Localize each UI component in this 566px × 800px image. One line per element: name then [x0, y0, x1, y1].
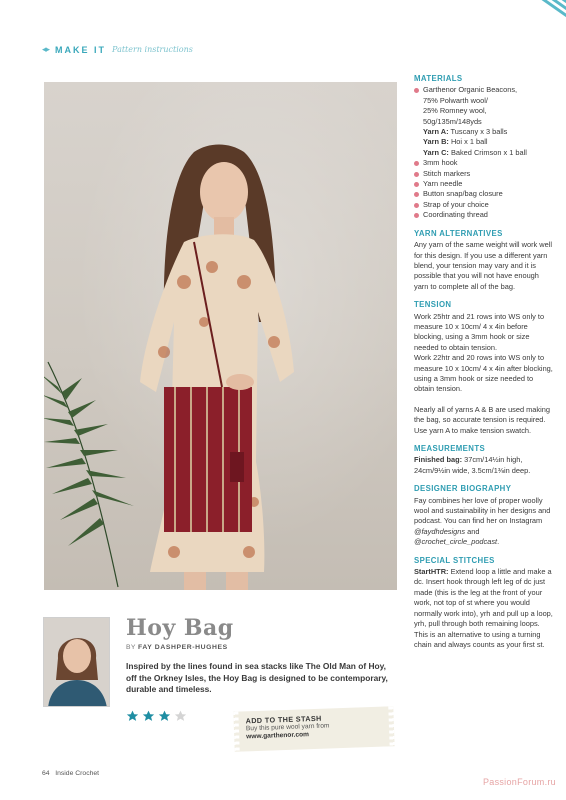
- section-subtitle: Pattern instructions: [112, 45, 193, 54]
- stash-title: ADD TO THE STASH: [245, 713, 322, 726]
- list-item: Yarn needle: [414, 179, 554, 189]
- tension-heading: TENSION: [414, 300, 452, 310]
- section-header: [42, 44, 193, 55]
- page-number: 64: [42, 770, 50, 777]
- designer-biography-heading: DESIGNER BIOGRAPHY: [414, 484, 512, 494]
- avatar: [43, 617, 110, 707]
- difficulty-rating: [126, 710, 187, 723]
- star-filled-icon: [142, 710, 155, 723]
- stash-url[interactable]: www.garthenor.com: [246, 731, 310, 741]
- list-item: Button snap/bag closure: [414, 189, 554, 199]
- yarn-alternatives-heading: YARN ALTERNATIVES: [414, 228, 503, 238]
- corner-stripes: [526, 0, 566, 22]
- hero-photo: [44, 82, 397, 590]
- stash-callout: [233, 706, 394, 752]
- star-filled-icon: [158, 710, 171, 723]
- section-label: MAKE IT: [55, 44, 107, 55]
- double-arrow-icon: ◂▸: [42, 44, 50, 54]
- list-item: 3mm hook: [414, 158, 554, 168]
- list-item: Stitch markers: [414, 169, 554, 179]
- special-stitches-text: StartHTR: Extend loop a little and make a dc. Insert hook through left leg of dc just made (this is the leg at the front of your work, not top of st where you would normally work into), yrh and pull up a loop, yrh, pull through both remaining loops. This is an alternative to using a turning chain and always counts as your first st.: [414, 567, 553, 649]
- list-item: Garthenor Organic Beacons, 75% Polwarth wool/ 25% Romney wool, 50g/135m/148yds: [414, 85, 554, 127]
- byline: BY FAY DASHPER-HUGHES: [126, 644, 228, 651]
- list-item: Yarn C: Baked Crimson x 1 ball: [423, 147, 527, 157]
- measurements-heading: MEASUREMENTS: [414, 444, 486, 453]
- page-title: Hoy Bag: [126, 615, 234, 641]
- page-footer: [42, 770, 99, 777]
- measurements-text: Finished bag: 37cm/14½in high, 24cm/9½in wide, 3.5cm/1⅜in deep.: [414, 455, 531, 475]
- tension-text-2: Work 22htr and 20 rows into WS only to measure 10 x 10cm/ 4 x 4in after blocking, using a 3mm hook or size needed to obtain tension.: [414, 353, 553, 394]
- materials-heading: MATERIALS: [414, 74, 463, 83]
- list-item: Yarn B: Hoi x 1 ball: [423, 137, 488, 147]
- model-with-bag: [44, 82, 397, 590]
- list-item: Strap of your choice: [414, 200, 554, 210]
- list-item: Coordinating thread: [414, 210, 554, 220]
- special-stitches-heading: SPECIAL STITCHES: [414, 555, 495, 565]
- designer-portrait: [44, 618, 110, 707]
- yarn-alternatives-text: Any yarn of the same weight will work well for this design. If you use a different yarn blend, your tension may vary and it is possible that you will not have enough yarn to complete all of the bag.: [414, 240, 553, 291]
- materials-list: [414, 85, 554, 220]
- watermark: PassionForum.ru: [482, 777, 556, 787]
- magazine-name: Inside Crochet: [55, 770, 100, 777]
- star-filled-icon: [126, 710, 139, 723]
- star-empty-icon: [174, 710, 187, 723]
- pattern-info-column: [414, 74, 554, 650]
- list-item: Yarn A: Tuscany x 3 balls: [423, 127, 508, 137]
- tension-text-1: Work 25htr and 21 rows into WS only to measure 10 x 10cm/ 4 x 4in before blocking, using a 3mm hook or size needed to obtain tension.: [414, 311, 545, 352]
- stash-line: Buy this pure wool yarn from: [245, 722, 330, 733]
- designer-biography-text: Fay combines her love of proper woolly wool and sustainability in her designs and podcast. You can find her on Instagram @faydhdesigns and @crochet_circle_podcast.: [414, 495, 551, 547]
- intro-text: Inspired by the lines found in sea stacks like The Old Man of Hoy, off the Orkney Isles, the Hoy Bag is designed to be contemporary, durable and timeless.: [126, 661, 388, 695]
- tension-text-3: Nearly all of yarns A & B are used making the bag, so accurate tension is required. Use yarn A to make tension swatch.: [414, 404, 550, 435]
